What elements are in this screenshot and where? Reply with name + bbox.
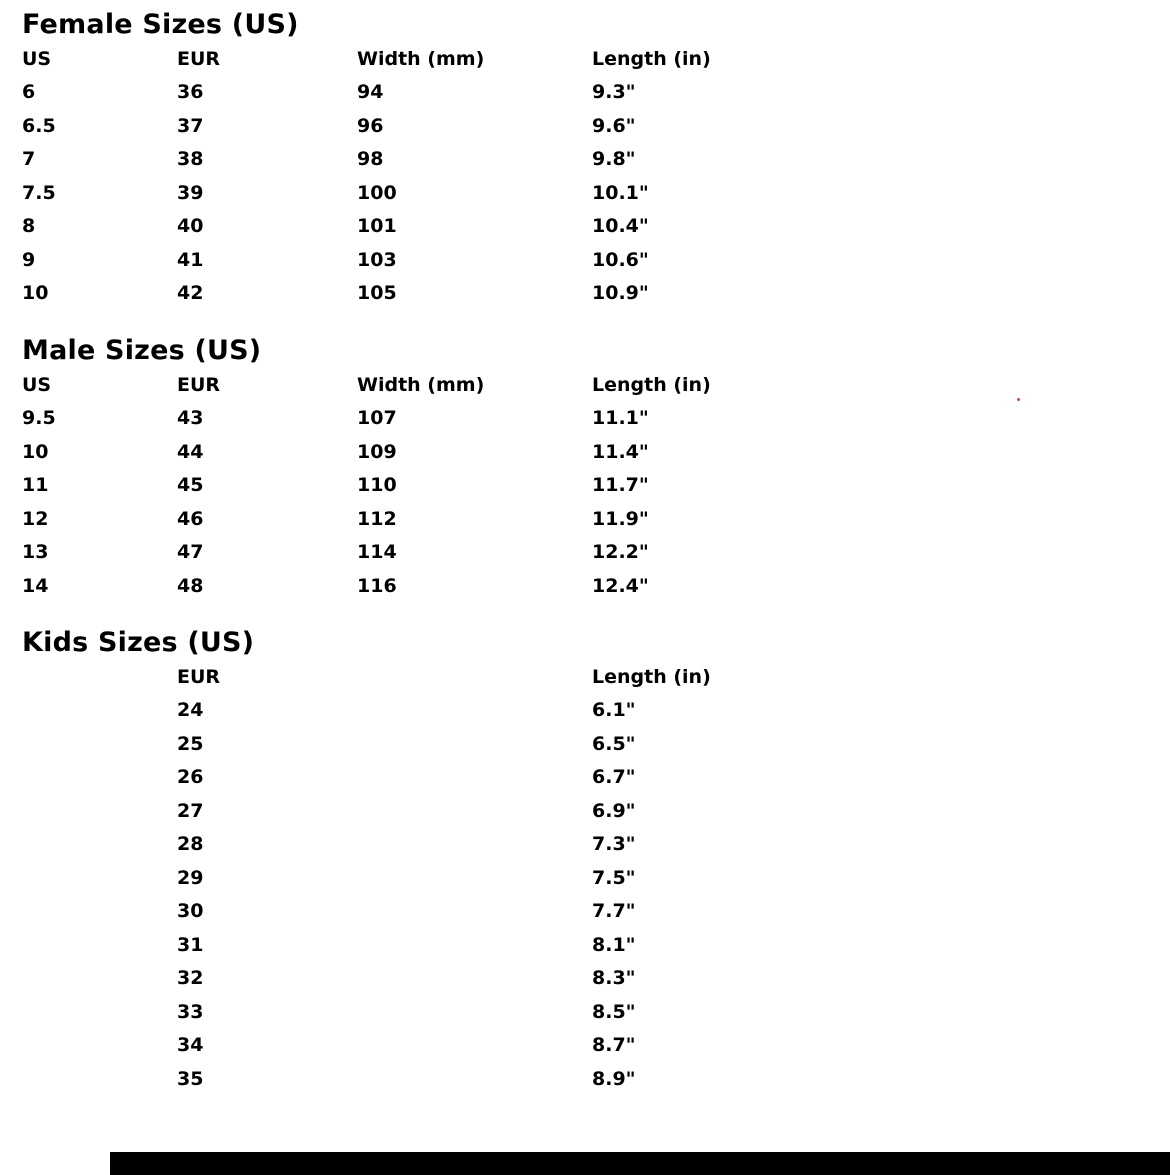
cell-us [22, 1034, 177, 1068]
column-header-width: Width (mm) [357, 373, 485, 396]
cell-length: 8.5" [592, 1000, 636, 1023]
cell-length: 8.9" [592, 1067, 636, 1090]
column-header-length: Length (in) [592, 665, 711, 688]
cell-length: 8.1" [592, 933, 636, 956]
cell-length: 10.6" [592, 248, 649, 271]
cell-us: 13 [22, 541, 49, 563]
cell-eur: 43 [177, 407, 204, 429]
cell-eur: 33 [177, 1000, 204, 1023]
cell-length: 7.3" [592, 833, 636, 856]
cell-us: 10 [22, 282, 49, 305]
table-row [22, 766, 882, 800]
stray-red-dot [1017, 398, 1020, 401]
table-row [22, 733, 882, 767]
cell-eur: 34 [177, 1034, 204, 1057]
cell-width [357, 800, 592, 834]
cell-us: 6 [22, 81, 36, 104]
cell-us [22, 1068, 177, 1102]
table-header-row [22, 48, 882, 82]
cell-us [22, 867, 177, 901]
cell-eur: 40 [177, 215, 204, 238]
cell-us [22, 1001, 177, 1035]
cell-length: 6.7" [592, 766, 636, 789]
table-row [22, 441, 882, 475]
section-kids-sizes [22, 626, 1170, 1101]
cell-width [357, 867, 592, 901]
cell-us: 9 [22, 248, 36, 271]
cell-eur: 48 [177, 574, 204, 597]
cell-eur: 29 [177, 866, 204, 889]
column-header-us [22, 666, 177, 700]
table-row [22, 508, 882, 542]
column-header-width: Width (mm) [357, 47, 485, 70]
cell-width: 94 [357, 81, 384, 104]
cell-width: 116 [357, 574, 397, 597]
cell-width [357, 900, 592, 934]
cell-length: 6.9" [592, 799, 636, 822]
cell-width [357, 833, 592, 867]
table-header-row [22, 666, 882, 700]
cell-us: 7.5 [22, 181, 56, 204]
cell-length: 6.1" [592, 699, 636, 722]
cell-width: 96 [357, 114, 384, 137]
cell-width: 109 [357, 440, 397, 463]
column-header-width [357, 666, 592, 700]
cell-width: 103 [357, 248, 397, 271]
cell-length: 10.9" [592, 282, 649, 305]
column-header-eur: EUR [177, 373, 221, 396]
section-title-kids: Kids Sizes (US) [22, 627, 255, 658]
cell-us [22, 766, 177, 800]
table-row [22, 1001, 882, 1035]
column-header-eur: EUR [177, 665, 221, 688]
cell-us: 14 [22, 574, 49, 597]
cell-eur: 32 [177, 967, 204, 990]
kids-sizes-table [22, 666, 882, 1102]
cell-width [357, 1068, 592, 1102]
column-header-length: Length (in) [592, 47, 711, 70]
cell-us: 7 [22, 148, 36, 171]
table-row [22, 699, 882, 733]
cell-width: 107 [357, 407, 397, 429]
table-row [22, 115, 882, 149]
cell-length: 10.4" [592, 215, 649, 238]
cell-eur: 45 [177, 474, 204, 496]
cell-eur: 44 [177, 440, 204, 463]
cell-us: 6.5 [22, 114, 56, 137]
column-header-eur: EUR [177, 47, 221, 70]
cell-eur: 39 [177, 181, 204, 204]
female-sizes-table [22, 48, 882, 316]
cell-length: 11.4" [592, 440, 649, 463]
table-row [22, 282, 882, 316]
cell-us [22, 900, 177, 934]
table-row [22, 474, 882, 508]
table-row [22, 1034, 882, 1068]
table-row [22, 833, 882, 867]
cell-length: 9.8" [592, 148, 636, 171]
cell-width [357, 1034, 592, 1068]
cell-length: 8.7" [592, 1034, 636, 1057]
bottom-left-white-strip [0, 1152, 110, 1175]
cell-us [22, 699, 177, 733]
table-row [22, 541, 882, 575]
cell-eur: 24 [177, 699, 204, 722]
cell-width: 112 [357, 507, 397, 530]
cell-eur: 38 [177, 148, 204, 171]
table-row [22, 967, 882, 1001]
section-male-sizes [22, 334, 1170, 608]
table-row [22, 182, 882, 216]
cell-width [357, 766, 592, 800]
table-row [22, 867, 882, 901]
column-header-length: Length (in) [592, 373, 711, 396]
column-header-us: US [22, 373, 52, 396]
bottom-black-band [110, 1152, 1170, 1175]
table-row [22, 934, 882, 968]
cell-us: 8 [22, 215, 36, 238]
cell-length: 11.9" [592, 507, 649, 530]
table-row [22, 800, 882, 834]
cell-length: 9.3" [592, 81, 636, 104]
cell-width: 114 [357, 541, 397, 563]
cell-eur: 47 [177, 541, 204, 563]
table-row [22, 215, 882, 249]
cell-length: 7.7" [592, 900, 636, 923]
table-row [22, 575, 882, 609]
table-row [22, 407, 882, 441]
cell-us: 9.5 [22, 407, 56, 429]
cell-length: 11.7" [592, 474, 649, 496]
cell-length: 11.1" [592, 407, 649, 429]
table-row [22, 1068, 882, 1102]
cell-eur: 42 [177, 282, 204, 305]
cell-eur: 37 [177, 114, 204, 137]
cell-length: 12.2" [592, 541, 649, 563]
cell-length: 7.5" [592, 866, 636, 889]
cell-width: 98 [357, 148, 384, 171]
cell-eur: 26 [177, 766, 204, 789]
table-row [22, 148, 882, 182]
table-row [22, 81, 882, 115]
cell-width [357, 934, 592, 968]
cell-us [22, 800, 177, 834]
cell-us: 12 [22, 507, 49, 530]
cell-width [357, 967, 592, 1001]
cell-eur: 36 [177, 81, 204, 104]
section-female-sizes [22, 8, 1170, 316]
cell-eur: 41 [177, 248, 204, 271]
cell-length: 9.6" [592, 114, 636, 137]
cell-eur: 25 [177, 732, 204, 755]
cell-eur: 35 [177, 1067, 204, 1090]
cell-width [357, 1001, 592, 1035]
cell-length: 6.5" [592, 732, 636, 755]
cell-eur: 28 [177, 833, 204, 856]
cell-width [357, 733, 592, 767]
cell-us [22, 967, 177, 1001]
male-sizes-table [22, 374, 882, 609]
cell-eur: 31 [177, 933, 204, 956]
section-title-male: Male Sizes (US) [22, 334, 262, 366]
cell-eur: 30 [177, 900, 204, 923]
table-header-row [22, 374, 882, 408]
cell-width: 100 [357, 181, 397, 204]
cell-width [357, 699, 592, 733]
cell-eur: 27 [177, 799, 204, 822]
cell-width: 105 [357, 282, 397, 305]
cell-us [22, 934, 177, 968]
cell-length: 8.3" [592, 967, 636, 990]
cell-us: 10 [22, 440, 49, 463]
cell-length: 12.4" [592, 574, 649, 597]
table-row [22, 900, 882, 934]
column-header-us: US [22, 47, 52, 70]
cell-us [22, 733, 177, 767]
cell-width: 110 [357, 474, 397, 496]
cell-us: 11 [22, 474, 49, 496]
section-title-female: Female Sizes (US) [22, 9, 299, 40]
cell-us [22, 833, 177, 867]
cell-length: 10.1" [592, 181, 649, 204]
cell-eur: 46 [177, 507, 204, 530]
cell-width: 101 [357, 215, 397, 238]
table-row [22, 249, 882, 283]
